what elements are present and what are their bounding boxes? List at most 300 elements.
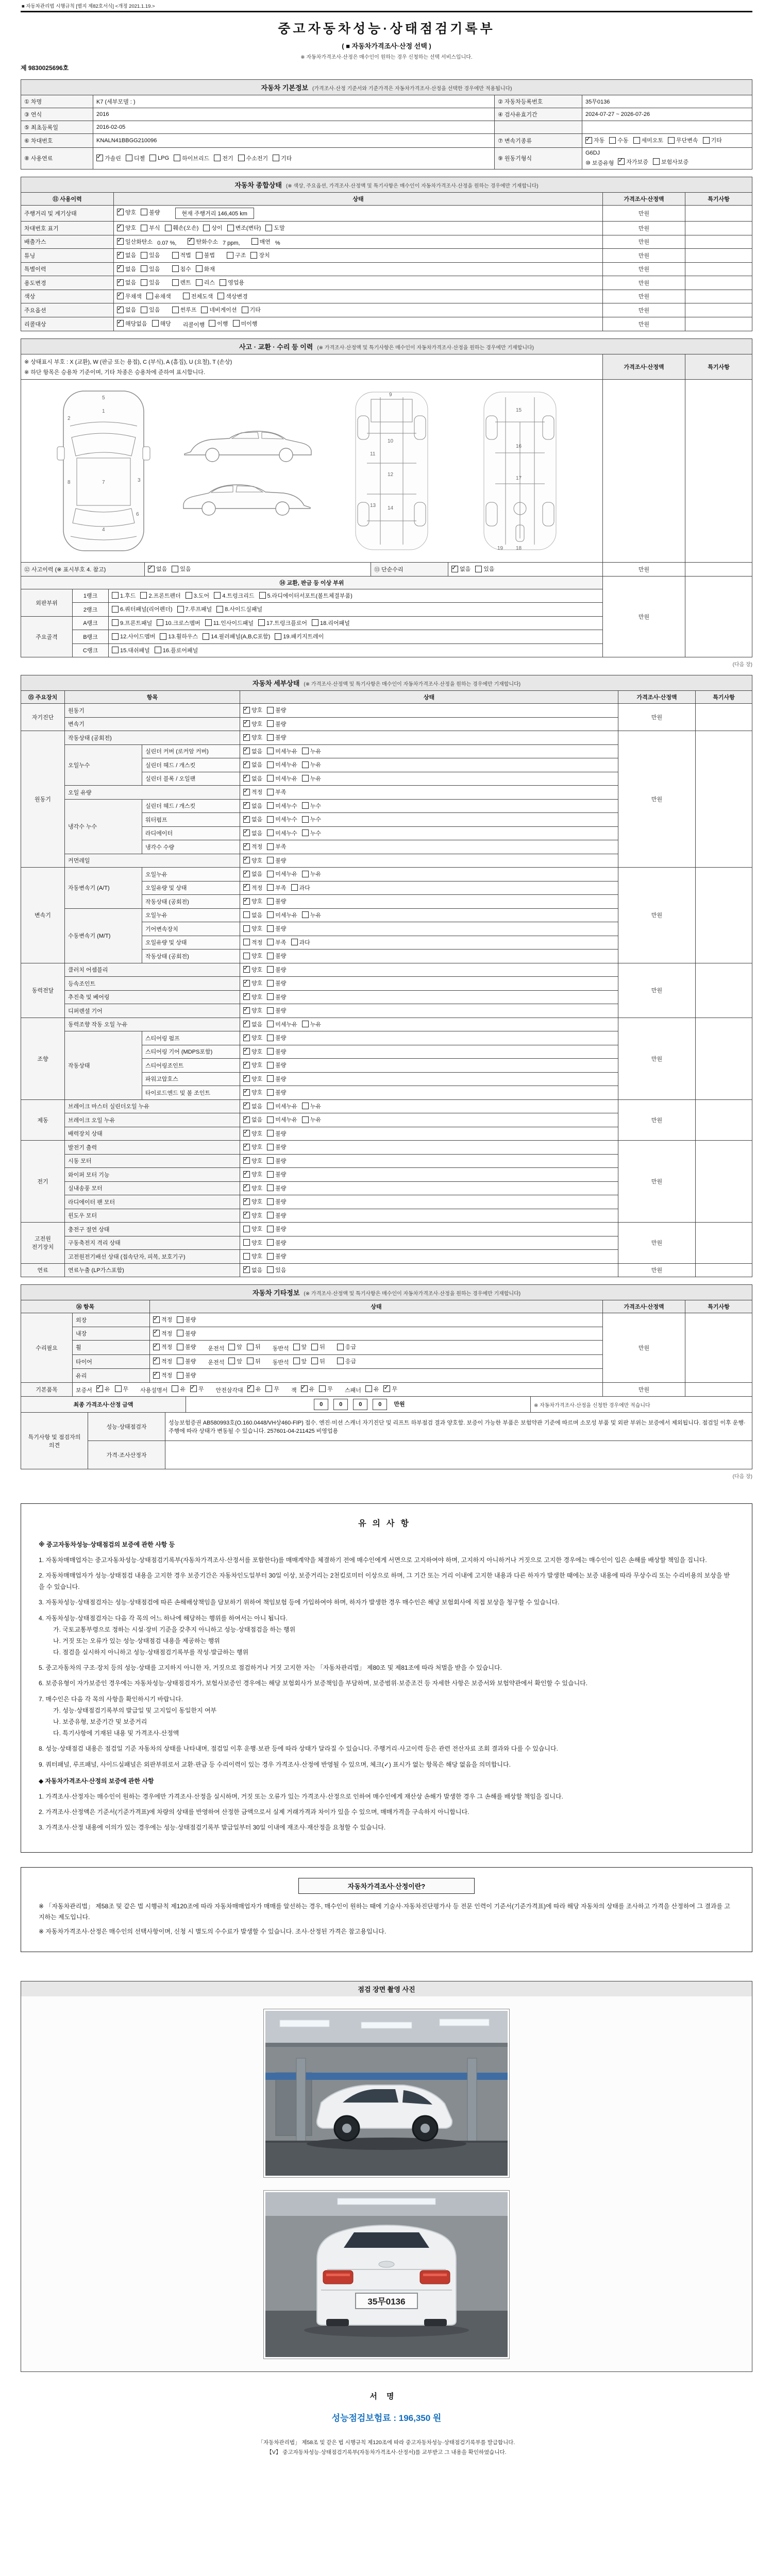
option-checked[interactable]	[117, 251, 136, 259]
option-unchecked[interactable]	[146, 292, 171, 300]
option-checked[interactable]	[117, 292, 142, 300]
option-unchecked[interactable]	[160, 632, 198, 640]
option-unchecked[interactable]	[653, 158, 688, 166]
option-unchecked[interactable]	[155, 646, 198, 654]
checkbox-icon	[243, 939, 250, 945]
fee-value: 196,350 원	[398, 2413, 442, 2424]
option-checked[interactable]	[243, 720, 262, 728]
option-unchecked[interactable]	[267, 911, 297, 919]
option-checked[interactable]	[117, 208, 136, 216]
option-unchecked[interactable]	[609, 136, 628, 144]
checkbox-icon	[117, 209, 124, 215]
option-unchecked[interactable]	[251, 238, 271, 246]
option-unchecked[interactable]	[293, 1357, 307, 1365]
option-label: 불량	[275, 721, 287, 727]
option-unchecked[interactable]	[337, 1343, 356, 1351]
option-label: 유	[104, 1386, 110, 1393]
opinion-table	[21, 1412, 752, 1469]
option-unchecked[interactable]	[177, 1315, 196, 1324]
option-unchecked[interactable]	[172, 565, 191, 573]
option-unchecked[interactable]	[267, 1184, 286, 1192]
svg-text:10: 10	[387, 438, 393, 444]
checkbox-icon	[267, 843, 274, 850]
opinion-block-label: 특기사항 및 점검자의 의견	[21, 1413, 88, 1469]
section-subtitle: (가격조사·산정 기준서와 기준가격은 자동차가격조사·산정을 선택한 경우에만 적용됩니다)	[312, 86, 512, 92]
option-unchecked[interactable]	[302, 747, 321, 755]
item-label: 외장	[73, 1313, 150, 1327]
option-checked[interactable]	[117, 265, 136, 273]
option-checked[interactable]	[243, 1115, 262, 1124]
option-checked[interactable]	[243, 802, 262, 810]
checkbox-icon	[141, 252, 147, 259]
item-status	[240, 744, 618, 758]
option-unchecked[interactable]	[267, 1020, 297, 1028]
checkbox-icon	[183, 293, 190, 299]
option-unchecked[interactable]	[177, 1371, 196, 1379]
option-unchecked[interactable]	[267, 1129, 286, 1138]
option-checked[interactable]	[243, 815, 262, 823]
option-unchecked[interactable]	[267, 1239, 286, 1247]
option-unchecked[interactable]	[311, 1357, 325, 1365]
option-unchecked[interactable]	[141, 224, 160, 232]
option-checked[interactable]	[243, 1266, 262, 1274]
device-group-label: 자기진단	[21, 704, 65, 731]
option-unchecked[interactable]	[302, 911, 321, 919]
option-unchecked[interactable]	[196, 265, 215, 273]
option-checked[interactable]	[243, 897, 262, 905]
option-unchecked[interactable]	[174, 154, 209, 162]
option-checked[interactable]	[117, 278, 136, 286]
item-status	[240, 1250, 618, 1264]
option-checked[interactable]	[585, 136, 604, 144]
option-checked[interactable]	[243, 884, 262, 892]
inspector-role-label: 성능·상태점검자	[88, 1413, 165, 1441]
option-label: 영업용	[228, 280, 244, 286]
notice-subitem: 가. 성능·상태점검기록부의 발급일 및 고지일이 동일한지 여부	[53, 1706, 217, 1714]
option-unchecked[interactable]	[228, 1343, 242, 1351]
option-unchecked[interactable]	[302, 802, 321, 810]
option-checked[interactable]	[243, 747, 262, 755]
option-unchecked[interactable]	[201, 306, 237, 314]
checkbox-icon	[243, 1075, 250, 1082]
option-label: 양호	[251, 1185, 263, 1192]
option-unchecked[interactable]	[172, 278, 191, 286]
option-checked[interactable]	[383, 1385, 397, 1393]
option-unchecked[interactable]	[267, 1197, 286, 1206]
option-unchecked[interactable]	[126, 154, 145, 162]
option-unchecked[interactable]	[243, 1239, 262, 1247]
option-unchecked[interactable]	[112, 646, 150, 654]
option-checked[interactable]	[243, 788, 262, 796]
accident-flags-table	[21, 562, 752, 577]
option-unchecked[interactable]	[112, 591, 136, 600]
option-unchecked[interactable]	[267, 884, 286, 892]
price-cell: 만원	[603, 235, 685, 249]
option-unchecked[interactable]	[475, 565, 494, 573]
option-checked[interactable]	[188, 238, 218, 246]
field-value	[93, 108, 495, 121]
notice-item-number: 2.	[39, 1571, 44, 1579]
checkbox-icon	[267, 1184, 274, 1191]
option-unchecked[interactable]	[172, 251, 191, 259]
option-checked[interactable]	[117, 224, 136, 232]
option-unchecked[interactable]	[172, 306, 197, 314]
option-label: 미세누유	[275, 775, 297, 782]
checkbox-icon	[149, 155, 156, 161]
option-unchecked[interactable]	[186, 591, 209, 600]
option-checked[interactable]	[243, 1211, 262, 1219]
price-cell: 만원	[603, 1382, 685, 1397]
option-unchecked[interactable]	[267, 952, 286, 960]
option-unchecked[interactable]	[267, 1102, 297, 1110]
option-checked[interactable]	[243, 1020, 262, 1028]
option-unchecked[interactable]	[149, 155, 169, 161]
option-unchecked[interactable]	[165, 224, 199, 232]
option-unchecked[interactable]	[302, 815, 321, 823]
checkbox-icon	[267, 993, 274, 1000]
price-cell: 만원	[603, 249, 685, 263]
option-checked[interactable]	[243, 1047, 262, 1056]
option-checked[interactable]	[243, 1075, 262, 1083]
option-unchecked[interactable]	[267, 1143, 286, 1151]
checkbox-icon	[267, 1103, 274, 1109]
option-unchecked[interactable]	[267, 1211, 286, 1219]
checkbox-icon	[243, 884, 250, 891]
option-checked[interactable]	[96, 1385, 110, 1393]
checkbox-icon	[96, 155, 103, 161]
option-checked[interactable]	[153, 1371, 172, 1379]
field-label: ⑨ 원동기형식	[495, 147, 582, 170]
option-checked[interactable]	[243, 1102, 262, 1110]
option-checked[interactable]	[243, 1033, 262, 1042]
option-unchecked[interactable]	[243, 938, 262, 946]
option-unchecked[interactable]	[267, 897, 286, 905]
option-unchecked[interactable]	[205, 619, 254, 627]
option-unchecked[interactable]	[267, 965, 286, 974]
option-unchecked[interactable]	[267, 993, 286, 1001]
option-label: 누유	[310, 762, 322, 768]
option-checked[interactable]	[243, 1006, 262, 1014]
option-unchecked[interactable]	[267, 1170, 286, 1178]
price-digit: 0	[314, 1399, 328, 1410]
option-unchecked[interactable]	[703, 136, 722, 144]
option-unchecked[interactable]	[258, 619, 307, 627]
note-cell	[685, 249, 752, 263]
option-label: 5.라디에이터서포트(볼트체결부품)	[267, 592, 352, 599]
item-status	[240, 1154, 618, 1168]
option-unchecked[interactable]	[273, 154, 292, 162]
option-unchecked[interactable]	[177, 605, 212, 613]
note-cell	[696, 704, 752, 731]
option-label: 양호	[251, 953, 263, 959]
option-unchecked[interactable]	[216, 605, 262, 613]
item-status	[240, 908, 618, 922]
checkbox-icon	[126, 155, 132, 161]
option-unchecked[interactable]	[267, 1266, 286, 1274]
row-label: 용도변경	[21, 276, 114, 290]
option-checked[interactable]	[451, 565, 470, 573]
subitem-label: 실린더 블록 / 오일팬	[142, 772, 240, 786]
option-checked[interactable]	[243, 1143, 262, 1151]
option-unchecked[interactable]	[265, 224, 284, 232]
option-checked[interactable]	[117, 238, 153, 246]
option-checked[interactable]	[618, 158, 648, 166]
option-label: 있음	[483, 566, 495, 572]
top-rule	[21, 11, 752, 12]
checkbox-icon	[267, 829, 274, 836]
option-unchecked[interactable]	[112, 619, 152, 627]
option-checked[interactable]	[153, 1357, 172, 1365]
option-unchecked[interactable]	[337, 1357, 356, 1365]
option-unchecked[interactable]	[267, 747, 297, 755]
option-checked[interactable]	[153, 1343, 172, 1351]
option-unchecked[interactable]	[250, 251, 270, 259]
column-header: 항목	[65, 691, 240, 704]
notice-item-number: 2.	[39, 1808, 44, 1816]
checkbox-icon	[267, 1116, 274, 1123]
option-unchecked[interactable]	[311, 1343, 325, 1351]
option-unchecked[interactable]	[267, 1252, 286, 1260]
notice-item: 6. 보증유형이 자가보증인 경우에는 자동차성능·상태점검자가, 보험사보증인 경우에는 해당 보험회사가 보증책임을 부담하며, 보증범위·보증조건 등 자세한 사항은 보증서와 보험약관에서 확인할 수 있습니다.	[39, 1680, 588, 1687]
option-unchecked[interactable]	[267, 829, 297, 837]
option-unchecked[interactable]	[267, 1088, 286, 1096]
option-unchecked[interactable]	[172, 1385, 186, 1393]
option-unchecked[interactable]	[668, 136, 698, 144]
field-value	[582, 95, 752, 108]
option-checked[interactable]	[243, 706, 262, 714]
option-checked[interactable]	[243, 733, 262, 741]
option-checked[interactable]	[243, 774, 262, 783]
option-unchecked[interactable]	[243, 911, 262, 919]
checkbox-icon	[243, 1198, 250, 1205]
option-unchecked[interactable]	[302, 870, 321, 878]
option-checked[interactable]	[243, 1088, 262, 1096]
option-checked[interactable]	[243, 979, 262, 987]
option-unchecked[interactable]	[227, 251, 246, 259]
option-checked[interactable]	[117, 319, 147, 328]
option-unchecked[interactable]	[267, 1157, 286, 1165]
option-unchecked[interactable]	[203, 224, 222, 232]
price-cell: 만원	[603, 222, 685, 235]
option-checked[interactable]	[96, 154, 121, 162]
option-checked[interactable]	[190, 1385, 204, 1393]
option-checked[interactable]	[243, 760, 262, 769]
option-unchecked[interactable]	[633, 136, 664, 144]
item-label: 배력장치 상태	[65, 1127, 240, 1141]
option-unchecked[interactable]	[267, 802, 297, 810]
option-unchecked[interactable]	[267, 788, 286, 796]
option-unchecked[interactable]	[267, 1006, 286, 1014]
checkbox-icon	[172, 307, 179, 313]
option-label: 4.트렁크리드	[222, 592, 255, 599]
option-unchecked[interactable]	[267, 856, 286, 865]
option-unchecked[interactable]	[243, 1225, 262, 1233]
option-unchecked[interactable]	[247, 1343, 261, 1351]
price-guarantee-item: 2. 가격조사·산정액은 기준서(기준가격표)에 차량의 상태를 반영하여 산정한 금액으로서 실제 거래가격과 차이가 있을 수 있으며, 매매가격을 구속하지 아니합니다.	[39, 1808, 469, 1816]
option-unchecked[interactable]	[259, 591, 352, 600]
option-unchecked[interactable]	[228, 1357, 242, 1365]
option-unchecked[interactable]	[112, 632, 155, 640]
option-unchecked[interactable]	[267, 1033, 286, 1042]
option-unchecked[interactable]	[177, 1357, 196, 1365]
option-checked[interactable]	[243, 1157, 262, 1165]
checkbox-icon	[243, 993, 250, 1000]
option-checked[interactable]	[148, 565, 167, 573]
car-rear-photo-illustration	[265, 2192, 508, 2357]
option-unchecked[interactable]	[243, 924, 262, 933]
option-unchecked[interactable]	[243, 1252, 262, 1260]
option-unchecked[interactable]	[293, 1343, 307, 1351]
option-checked[interactable]	[243, 870, 262, 878]
option-label: 양호	[251, 707, 263, 714]
checkbox-icon	[311, 1344, 318, 1350]
option-label: 있음	[149, 307, 160, 313]
option-checked[interactable]	[243, 1061, 262, 1069]
option-unchecked[interactable]	[302, 774, 321, 783]
option-unchecked[interactable]	[265, 1385, 279, 1393]
option-unchecked[interactable]	[217, 292, 248, 300]
option-unchecked[interactable]	[141, 251, 160, 259]
option-unchecked[interactable]	[275, 632, 324, 640]
item-label: 고전원전기배선 상태 (접속단자, 피복, 보호기구)	[65, 1250, 240, 1264]
row-label: 차대번호 표기	[21, 222, 114, 235]
option-unchecked[interactable]	[227, 224, 261, 232]
rank-label: 2랭크	[73, 603, 109, 617]
checkbox-icon	[117, 225, 124, 231]
option-unchecked[interactable]	[267, 938, 286, 946]
option-unchecked[interactable]	[267, 774, 297, 783]
option-checked[interactable]	[243, 1170, 262, 1178]
notice-item: 8. 성능·상태점검 내용은 점검일 기준 자동차의 상태를 나타내며, 점검일 이후 운행·보관 등에 따라 상태가 달라질 수 있습니다. 주행거리·사고이력 등은 관련 전산자료 조회 결과와 다를 수 있습니다.	[39, 1745, 558, 1753]
field-value	[93, 121, 495, 134]
checkbox-icon	[228, 1358, 235, 1364]
option-unchecked[interactable]	[267, 760, 297, 769]
option-label: 불량	[275, 1062, 287, 1069]
option-unchecked[interactable]	[141, 306, 160, 314]
option-checked[interactable]	[243, 993, 262, 1001]
option-unchecked[interactable]	[214, 591, 254, 600]
item-label: 클러치 어셈블리	[65, 963, 240, 977]
option-unchecked[interactable]	[312, 619, 350, 627]
option-checked[interactable]	[301, 1385, 315, 1393]
checkbox-icon	[302, 1021, 309, 1027]
option-unchecked[interactable]	[141, 265, 160, 273]
option-unchecked[interactable]	[267, 1061, 286, 1069]
option-unchecked[interactable]	[247, 1357, 261, 1365]
page-marker: (다음 장)	[732, 1474, 752, 1480]
option-unchecked[interactable]	[209, 319, 228, 328]
option-checked[interactable]	[153, 1315, 172, 1324]
item-label: 커먼레일	[65, 854, 240, 868]
option-unchecked[interactable]	[233, 319, 258, 328]
option-unchecked[interactable]	[157, 619, 200, 627]
option-unchecked[interactable]	[183, 292, 213, 300]
option-checked[interactable]	[243, 829, 262, 837]
simple-repair-status	[448, 563, 603, 577]
item-status	[240, 840, 618, 854]
option-unchecked[interactable]	[152, 319, 171, 328]
option-unchecked[interactable]	[291, 938, 310, 946]
item-label: 구동축전지 격리 상태	[65, 1236, 240, 1250]
option-unchecked[interactable]	[267, 1225, 286, 1233]
option-checked[interactable]	[243, 1197, 262, 1206]
section-title: 자동차 세부상태	[252, 680, 300, 687]
option-unchecked[interactable]	[172, 265, 191, 273]
svg-text:19: 19	[497, 546, 503, 551]
option-checked[interactable]	[247, 1385, 261, 1393]
checkbox-icon	[312, 619, 318, 626]
option-unchecked[interactable]	[196, 278, 215, 286]
option-unchecked[interactable]	[238, 154, 268, 162]
option-unchecked[interactable]	[319, 1385, 333, 1393]
option-unchecked[interactable]	[243, 952, 262, 960]
option-checked[interactable]	[153, 1329, 172, 1337]
option-unchecked[interactable]	[267, 1047, 286, 1056]
option-unchecked[interactable]	[267, 1075, 286, 1083]
option-unchecked[interactable]	[302, 829, 321, 837]
option-unchecked[interactable]	[115, 1385, 129, 1393]
option-unchecked[interactable]	[220, 278, 244, 286]
option-unchecked[interactable]	[177, 1343, 196, 1351]
option-unchecked[interactable]	[141, 208, 160, 216]
option-unchecked[interactable]	[267, 924, 286, 933]
option-unchecked[interactable]	[267, 870, 297, 878]
checkbox-icon	[618, 158, 625, 165]
option-checked[interactable]	[117, 306, 136, 314]
option-checked[interactable]	[243, 1184, 262, 1192]
option-unchecked[interactable]	[177, 1329, 196, 1337]
option-unchecked[interactable]	[140, 591, 180, 600]
option-unchecked[interactable]	[302, 1102, 321, 1110]
option-unchecked[interactable]	[302, 760, 321, 769]
option-label: 불량	[275, 994, 287, 1001]
option-label: 적정	[161, 1344, 173, 1350]
option-unchecked[interactable]	[242, 306, 261, 314]
option-checked[interactable]	[243, 1129, 262, 1138]
option-unchecked[interactable]	[365, 1385, 379, 1393]
item-status	[240, 813, 618, 827]
option-checked[interactable]	[243, 856, 262, 865]
checkbox-icon	[243, 789, 250, 795]
option-unchecked[interactable]	[267, 815, 297, 823]
notice-subitem: 나. 보증유형, 보증기간 및 보증거리	[53, 1718, 147, 1726]
option-unchecked[interactable]	[203, 632, 270, 640]
option-label: 8.사이드실패널	[225, 606, 263, 613]
option-unchecked[interactable]	[302, 1020, 321, 1028]
checkbox-icon	[243, 1266, 250, 1273]
option-checked[interactable]	[243, 965, 262, 974]
option-label: 양호	[251, 980, 263, 987]
option-unchecked[interactable]	[196, 251, 215, 259]
option-label: 없음	[125, 307, 137, 313]
option-unchecked[interactable]	[141, 278, 160, 286]
option-unchecked[interactable]	[267, 1115, 297, 1124]
option-unchecked[interactable]	[112, 605, 173, 613]
item-status	[240, 1099, 618, 1113]
option-unchecked[interactable]	[214, 154, 233, 162]
option-unchecked[interactable]	[291, 884, 310, 892]
signature-label: 서명	[369, 2392, 404, 2401]
option-unchecked[interactable]	[267, 706, 286, 714]
option-label: 기타	[281, 155, 292, 162]
option-unchecked[interactable]	[267, 842, 286, 851]
option-unchecked[interactable]	[267, 720, 286, 728]
option-checked[interactable]	[243, 842, 262, 851]
option-unchecked[interactable]	[302, 1115, 321, 1124]
option-unchecked[interactable]	[267, 733, 286, 741]
option-label: 부족	[275, 939, 287, 946]
option-unchecked[interactable]	[267, 979, 286, 987]
